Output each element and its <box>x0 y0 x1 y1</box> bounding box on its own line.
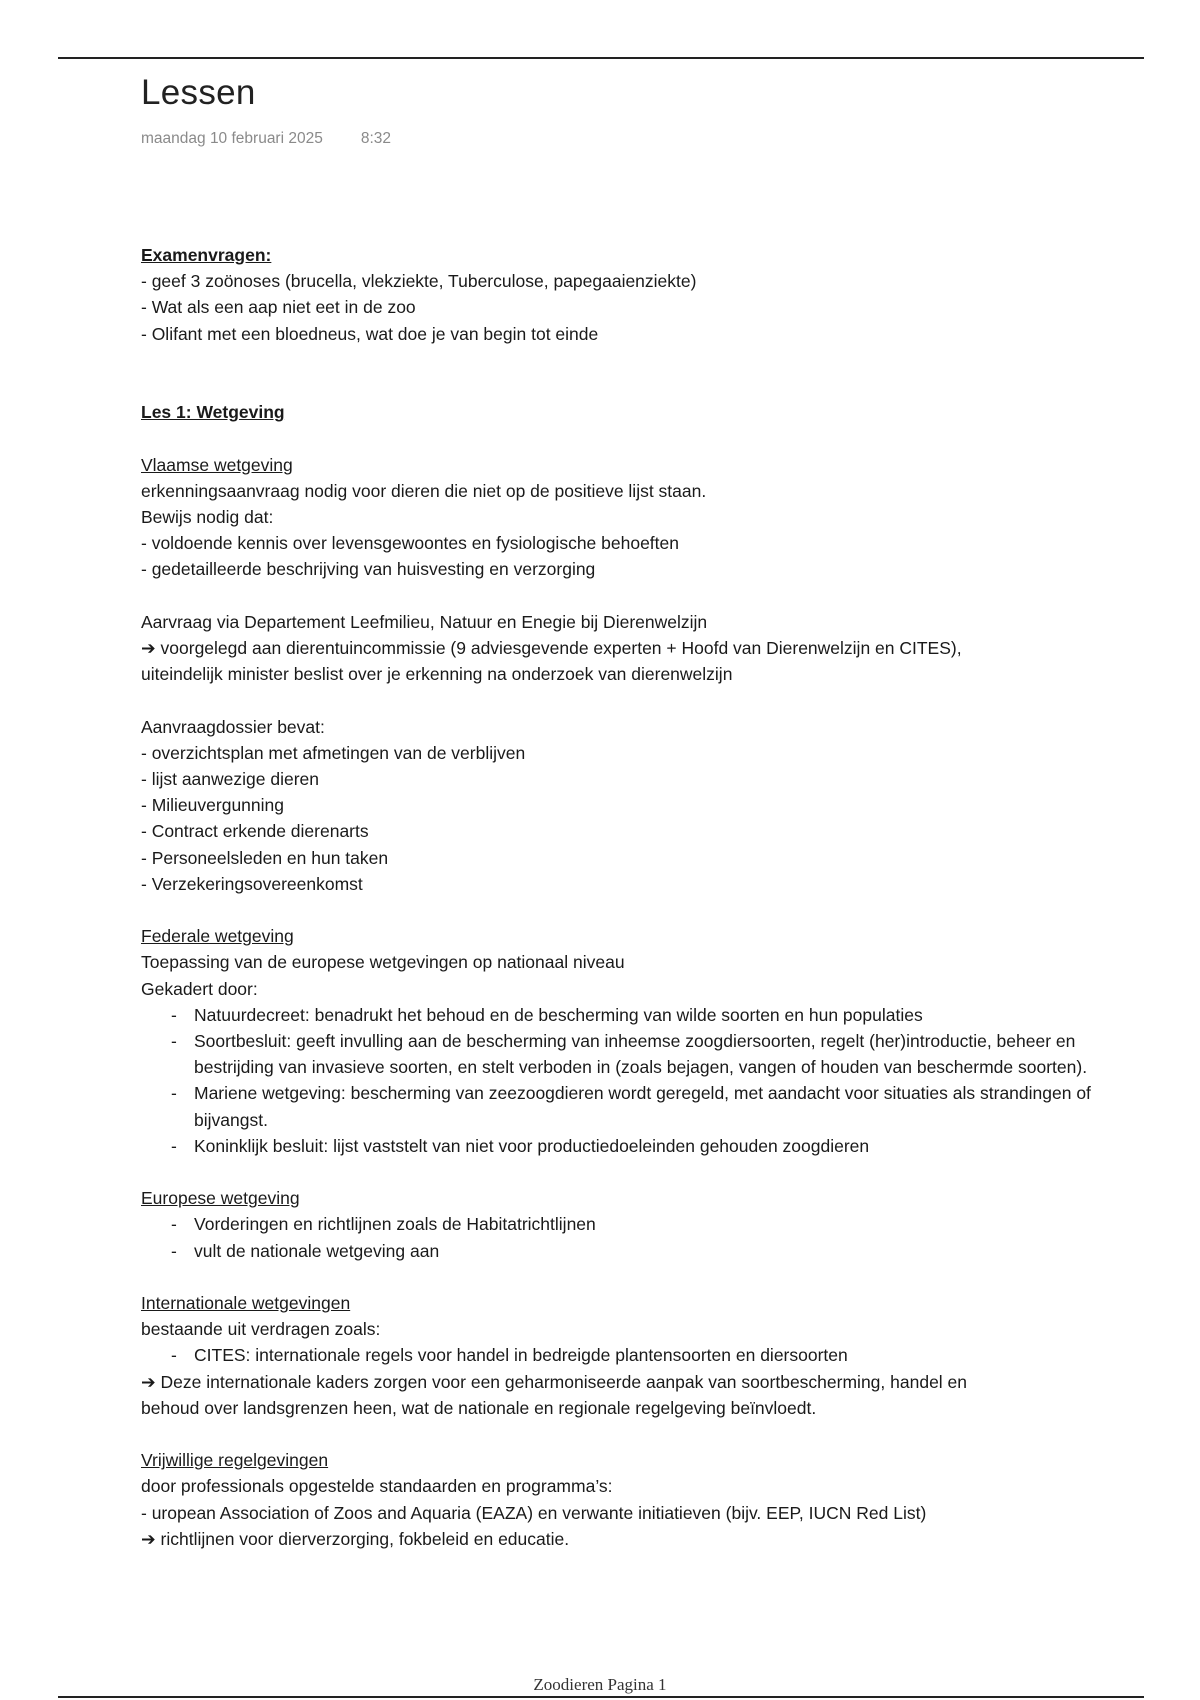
bullet-item: - Soortbesluit: geeft invulling aan de bescherming van inheemse zoogdiersoorten, regelt (her)introductie, beheer en bestrijding van invasieve soorten, en stelt verboden in (zoals bejagen, vangen of houden van beschermde soorten). <box>141 1028 1141 1080</box>
bullet-item: - CITES: internationale regels voor handel in bedreigde plantensoorten en diersoorten <box>141 1342 1141 1368</box>
text-line: - Verzekeringsovereenkomst <box>141 873 363 894</box>
text-line: Aarvraag via Departement Leefmilieu, Natuur en Enegie bij Dierenwelzijn <box>141 611 708 632</box>
page-date: maandag 10 februari 2025 <box>141 130 323 147</box>
text-line: Aanvraagdossier bevat: <box>141 716 325 737</box>
bullet-text: Mariene wetgeving: bescherming van zeezoogdieren wordt geregeld, met aandacht voor situaties als strandingen of bijvangst. <box>194 1083 1091 1130</box>
text-line: bestaande uit verdragen zoals: <box>141 1319 381 1340</box>
section-heading-internationaal: Internationale wetgevingen <box>141 1293 351 1314</box>
note-content <box>141 242 1141 1552</box>
bullet-item: - Mariene wetgeving: bescherming van zeezoogdieren wordt geregeld, met aandacht voor situaties als strandingen of bijvangst. <box>141 1080 1141 1132</box>
bullet-item: - Vorderingen en richtlijnen zoals de Habitatrichtlijnen <box>141 1211 1141 1237</box>
text-line: erkenningsaanvraag nodig voor dieren die niet op de positieve lijst staan. <box>141 480 707 501</box>
les1-heading: Les 1: Wetgeving <box>141 402 285 423</box>
page-footer: Zoodieren Pagina 1 <box>533 1675 667 1694</box>
text-line: ➔ Deze internationale kaders zorgen voor een geharmoniseerde aanpak van soortbescherming, handel en <box>141 1371 968 1392</box>
bullet-text: vult de nationale wetgeving aan <box>194 1240 440 1261</box>
top-rule <box>58 57 1144 59</box>
text-line: Bewijs nodig dat: <box>141 507 274 527</box>
exam-line: - Olifant met een bloedneus, wat doe je van begin tot einde <box>141 323 599 344</box>
text-line: - lijst aanwezige dieren <box>141 769 320 789</box>
exam-line: - Wat als een aap niet eet in de zoo <box>141 297 416 318</box>
text-line: Gekadert door: <box>141 978 258 999</box>
section-heading-vlaams: Vlaamse wetgeving <box>141 454 293 475</box>
section-heading-europees: Europese wetgeving <box>141 1188 300 1209</box>
bullet-item: - Koninklijk besluit: lijst vaststelt van niet voor productiedoeleinden gehouden zoogdieren <box>141 1133 1141 1159</box>
bullet-item: - Natuurdecreet: benadrukt het behoud en de bescherming van wilde soorten en hun populaties <box>141 1002 1141 1028</box>
text-line: uiteindelijk minister beslist over je erkenning na onderzoek van dierenwelzijn <box>141 664 733 685</box>
bullet-text: Koninklijk besluit: lijst vaststelt van niet voor productiedoeleinden gehouden zoogdieren <box>194 1135 870 1156</box>
exam-line: - geef 3 zoönoses (brucella, vlekziekte, Tuberculose, papegaaienziekte) <box>141 271 697 292</box>
page-title: Lessen <box>141 73 256 112</box>
page-time: 8:32 <box>360 130 392 147</box>
text-line: behoud over landsgrenzen heen, wat de nationale en regionale regelgeving beïnvloedt. <box>141 1397 817 1418</box>
text-line: - uropean Association of Zoos and Aquaria (EAZA) en verwante initiatieven (bijv. EEP, IUCN Red List) <box>141 1502 927 1523</box>
text-line: ➔ richtlijnen voor dierverzorging, fokbeleid en educatie. <box>141 1528 570 1549</box>
text-line: door professionals opgestelde standaarden en programma’s: <box>141 1476 613 1497</box>
bottom-rule <box>58 1696 1144 1698</box>
text-line: Toepassing van de europese wetgevingen op nationaal niveau <box>141 952 625 973</box>
bullet-item: - vult de nationale wetgeving aan <box>141 1238 1141 1264</box>
exam-heading: Examenvragen: <box>141 245 272 265</box>
bullet-text: Vorderingen en richtlijnen zoals de Habitatrichtlijnen <box>194 1214 596 1235</box>
bullet-text: CITES: internationale regels voor handel in bedreigde plantensoorten en diersoorten <box>194 1345 848 1366</box>
bullet-text: Natuurdecreet: benadrukt het behoud en de bescherming van wilde soorten en hun populaties <box>194 1004 923 1025</box>
section-heading-federaal: Federale wetgeving <box>141 926 294 947</box>
text-line: - voldoende kennis over levensgewoontes en fysiologische behoeften <box>141 533 679 554</box>
bullet-text: Soortbesluit: geeft invulling aan de bescherming van inheemse zoogdiersoorten, regelt (her)introductie, beheer en bestrijding van invasieve soorten, en stelt verboden in (zoals bejagen, vangen of houden van beschermde soorten). <box>194 1031 1088 1078</box>
page-meta <box>141 130 391 148</box>
text-line: ➔ voorgelegd aan dierentuincommissie (9 adviesgevende experten + Hoofd van Dierenwelzijn en CITES), <box>141 638 962 658</box>
text-line: - Milieuvergunning <box>141 795 284 816</box>
text-line: - Personeelsleden en hun taken <box>141 847 389 868</box>
text-line: - gedetailleerde beschrijving van huisvesting en verzorging <box>141 559 596 580</box>
text-line: - overzichtsplan met afmetingen van de verblijven <box>141 742 526 763</box>
text-line: - Contract erkende dierenarts <box>141 821 369 842</box>
section-heading-vrijwillig: Vrijwillige regelgevingen <box>141 1450 329 1471</box>
